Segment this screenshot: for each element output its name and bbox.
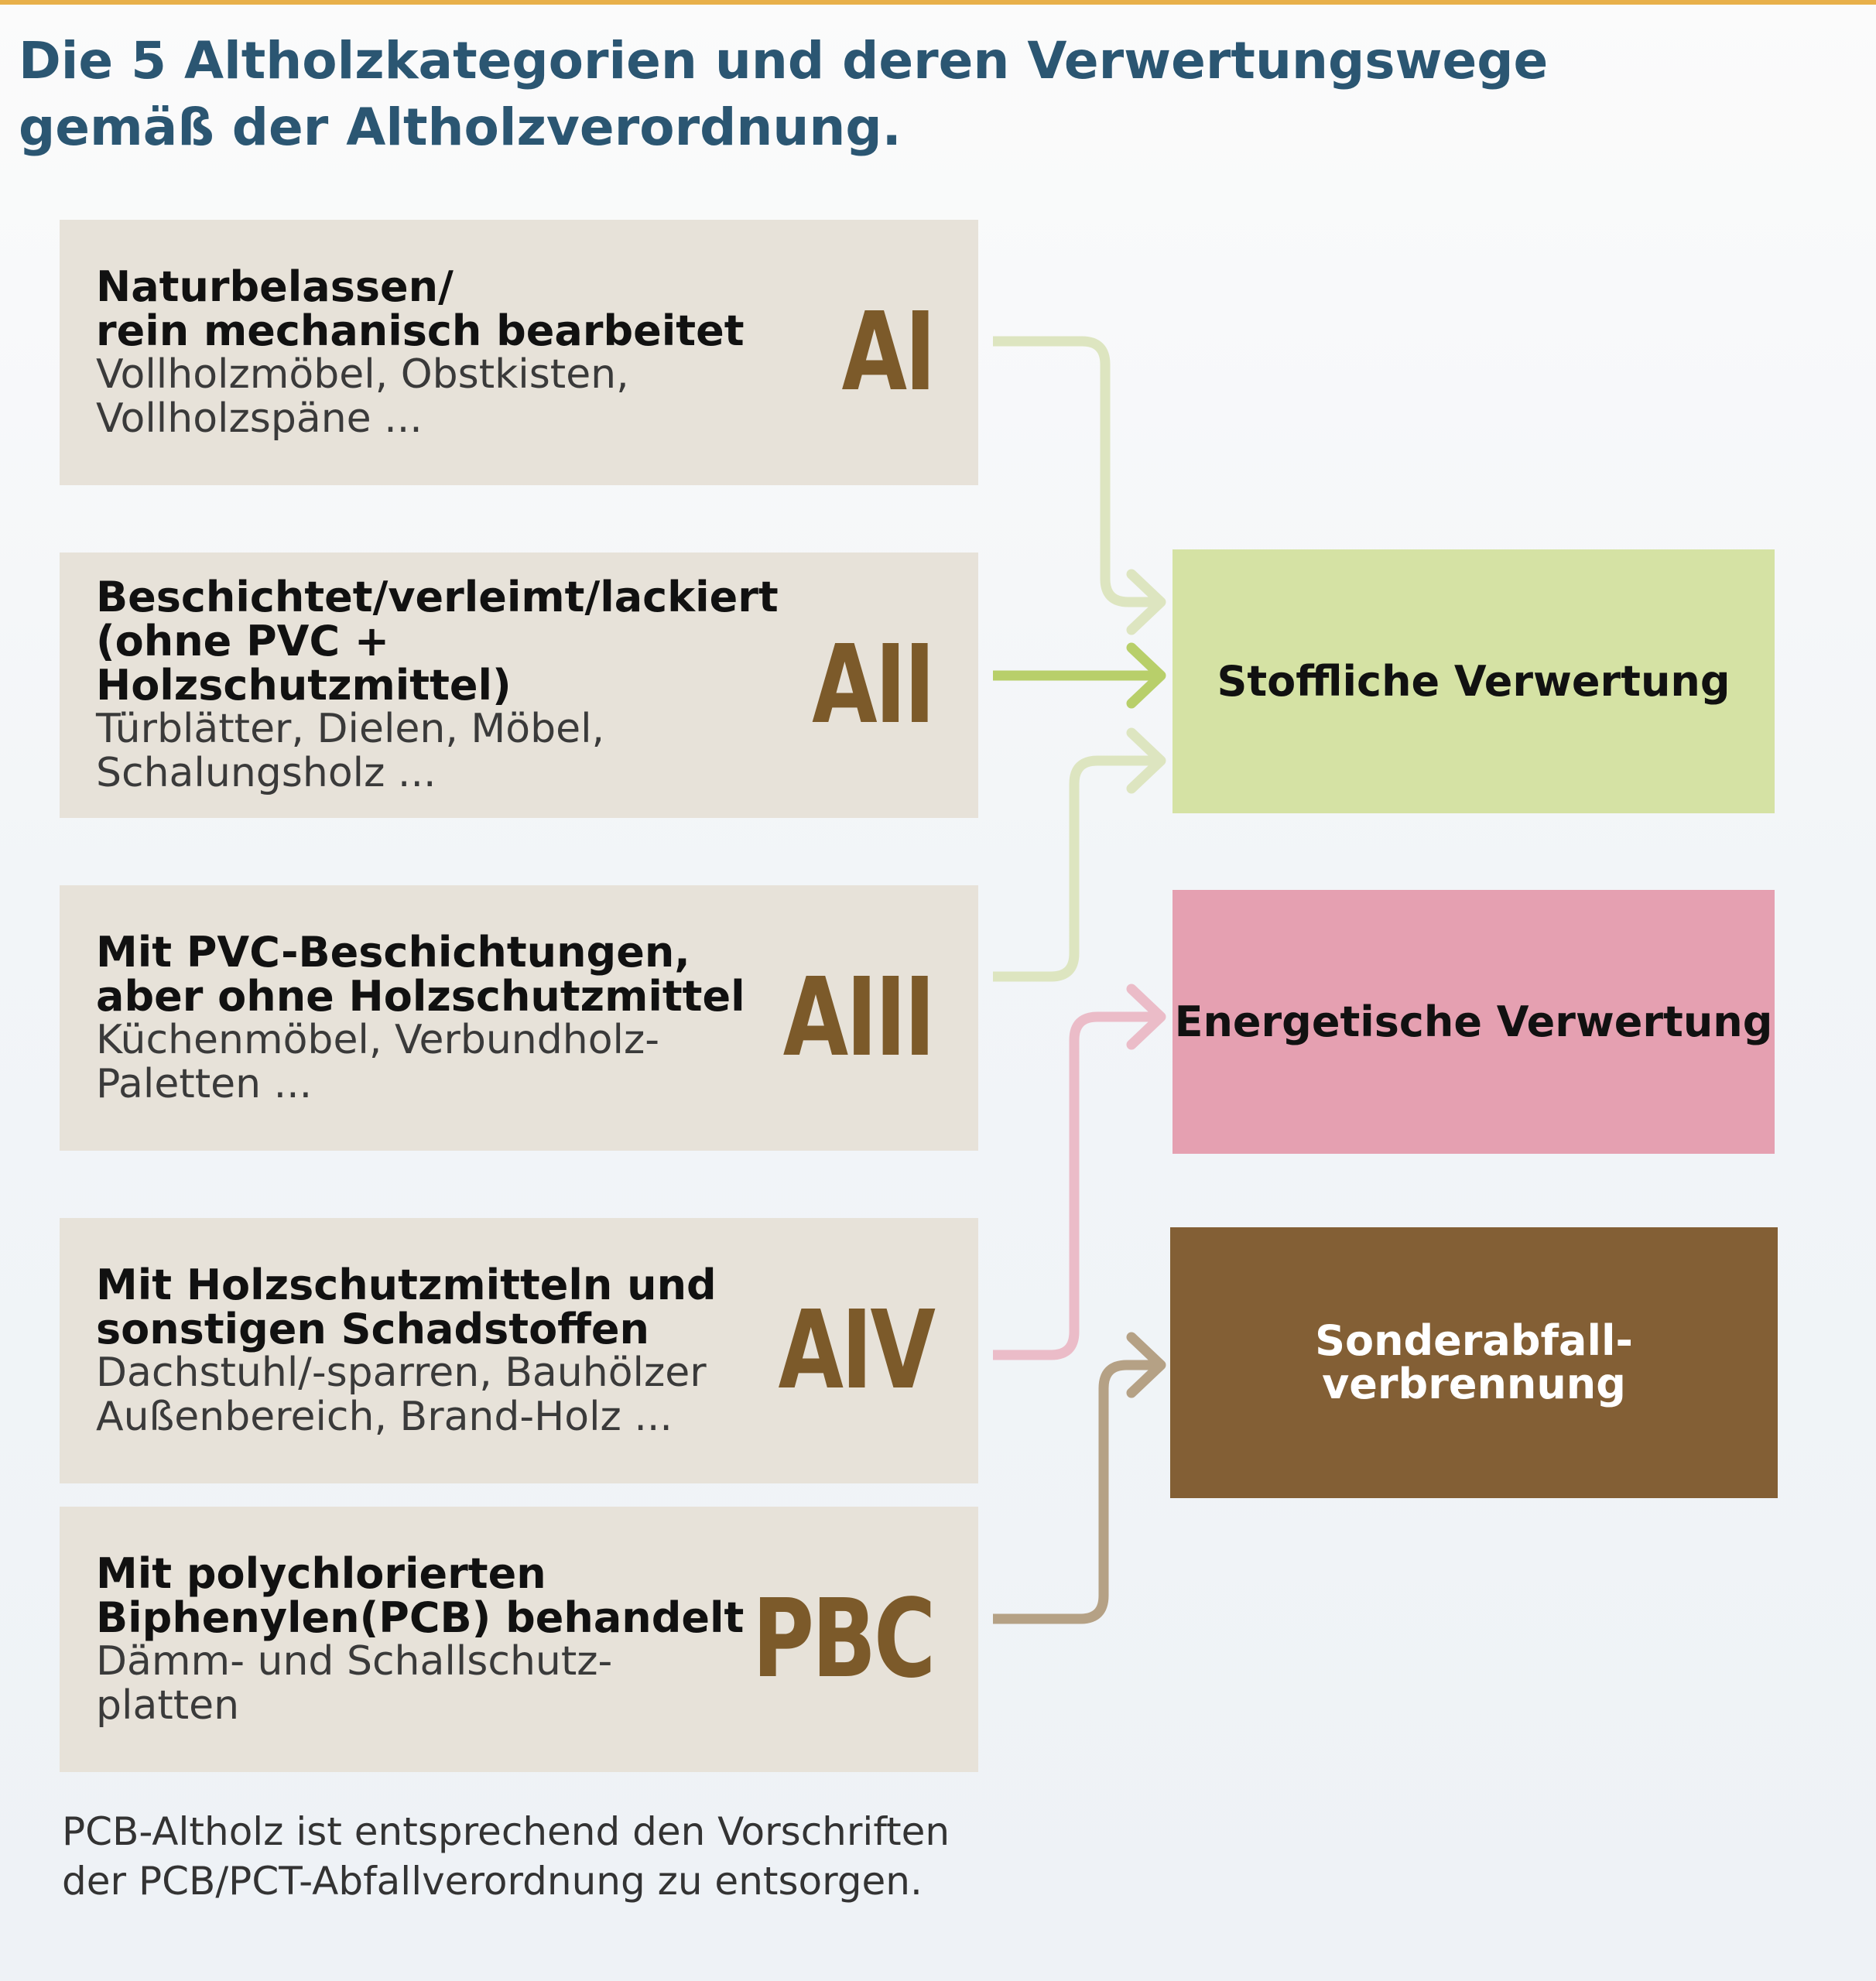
category-box-ai [60, 220, 978, 485]
category-text [96, 553, 793, 818]
category-examples: Türblätter, Dielen, Möbel, Schalungsholz ... [96, 706, 605, 796]
category-heading: Mit polychlorierten Biphenylen(PCB) behandelt [96, 1548, 745, 1642]
category-text [96, 220, 793, 485]
category-examples: Dachstuhl/-sparren, Bauhölzer Außenbereich, Brand-Holz ... [96, 1349, 707, 1440]
category-text [96, 885, 793, 1151]
category-box-aii [60, 553, 978, 818]
category-heading: Naturbelassen/ rein mechanisch bearbeitet [96, 262, 745, 355]
target-energetische-verwertung: Energetische Verwertung [1172, 890, 1775, 1154]
category-code: AIV [778, 1288, 933, 1414]
category-box-pbc [60, 1507, 978, 1772]
category-examples: Vollholzmöbel, Obstkisten, Vollholzspäne ... [96, 351, 629, 442]
flow-line-aiii [993, 761, 1161, 977]
category-heading: Beschichtet/verleimt/lackiert (ohne PVC + Holzschutzmittel) [96, 573, 779, 710]
category-code: AII [812, 622, 933, 748]
category-examples: Küchenmöbel, Verbundholz- Paletten ... [96, 1016, 660, 1107]
target-sonderabfallverbrennung: Sonderabfall- verbrennung [1170, 1227, 1778, 1498]
flow-line-ai [993, 341, 1161, 602]
category-code: PBC [751, 1576, 933, 1702]
category-text [96, 1507, 793, 1772]
category-code: AIII [783, 955, 933, 1081]
target-stoffliche-verwertung: Stoffliche Verwertung [1172, 549, 1775, 813]
category-heading: Mit PVC-Beschichtungen, aber ohne Holzschutzmittel [96, 927, 745, 1021]
category-box-aiii [60, 885, 978, 1151]
category-examples: Dämm- und Schallschutz- platten [96, 1637, 613, 1729]
flow-line-pbc [993, 1365, 1161, 1619]
category-text [96, 1218, 793, 1483]
category-box-aiv [60, 1218, 978, 1483]
category-heading: Mit Holzschutzmitteln und sonstigen Schadstoffen [96, 1260, 717, 1353]
footnote: PCB-Altholz ist entsprechend den Vorschriften der PCB/PCT-Abfallverordnung zu entsorgen. [62, 1809, 950, 1904]
category-code: AI [841, 289, 933, 416]
page-title: Die 5 Altholzkategorien und deren Verwertungswege gemäß der Altholzverordnung. [19, 31, 1549, 157]
flow-line-aiv [993, 1017, 1161, 1355]
